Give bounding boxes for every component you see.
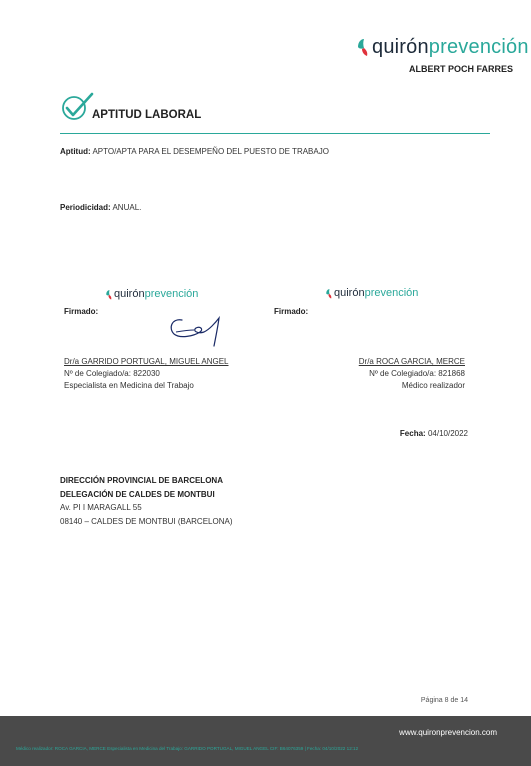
signer-left-signed-label: Firmado: [64,307,99,316]
signature-icon [164,312,224,348]
footer-fine-print: Médico realizador: ROCA GARCIA, MERCE Especialista en Medicina del Trabajo: GARRIDO PORTUGAL, MIGUEL ANGEL CIF: B64076359 | Fecha: 04/10/2022 12:12 [16,746,359,751]
address-block [60,474,233,528]
quiron-logo-icon [324,288,334,299]
aptitud-line [60,147,329,156]
aptitud-value: APTO/APTA PARA EL DESEMPEÑO DEL PUESTO DE TRABAJO [92,147,329,156]
signer-left-details [64,356,228,392]
quiron-logo-icon [104,289,114,300]
periodicidad-line [60,203,141,212]
signer-left-logo [104,288,198,300]
signer-left-role: Especialista en Medicina del Trabajo [64,381,194,390]
address-line-4: 08140 – CALDES DE MONTBUI (BARCELONA) [60,516,233,526]
checkmark-icon [60,91,94,121]
brand-name-part-b: prevención [428,35,529,58]
fecha-value: 04/10/2022 [427,429,468,438]
address-line-1: DIRECCIÓN PROVINCIAL DE BARCELONA [60,476,223,485]
signer-left-college: Nº de Colegiado/a: 822030 [64,369,160,378]
section-title: APTITUD LABORAL [92,109,202,121]
page-number: Página 8 de 14 [420,697,468,704]
brand-logo [354,34,529,60]
quiron-logo-icon [354,37,372,57]
brand-name-part-a: quirón [372,35,429,58]
signer-right-signed-label: Firmado: [274,307,309,316]
signer-left-brand-a: quirón [114,288,145,300]
signer-right-details [359,356,465,392]
signer-right-brand-b: prevención [364,287,419,299]
fecha-label: Fecha: [399,429,426,438]
address-line-2: DELEGACIÓN DE CALDES DE MONTBUI [60,489,215,499]
footer-url[interactable]: www.quironprevencion.com [399,728,497,737]
signer-right-name: Dr/a ROCA GARCIA, MERCE [358,357,465,366]
signer-left-name: Dr/a GARRIDO PORTUGAL, MIGUEL ANGEL [64,357,229,366]
address-line-3: Av. PI I MARAGALL 55 [60,503,142,512]
footer-bar [0,716,531,766]
periodicidad-value: ANUAL. [112,203,142,212]
fecha-line [400,429,468,438]
patient-name: ALBERT POCH FARRES [408,64,513,74]
signer-right-role: Médico realizador [401,381,465,390]
aptitud-label: Aptitud: [60,147,91,156]
title-divider [60,133,490,134]
signer-left-brand-b: prevención [144,288,199,300]
signer-right-college: Nº de Colegiado/a: 821868 [369,369,465,378]
signer-right-brand-a: quirón [334,287,365,299]
periodicidad-label: Periodicidad: [60,203,111,212]
signer-right-logo [324,287,418,299]
